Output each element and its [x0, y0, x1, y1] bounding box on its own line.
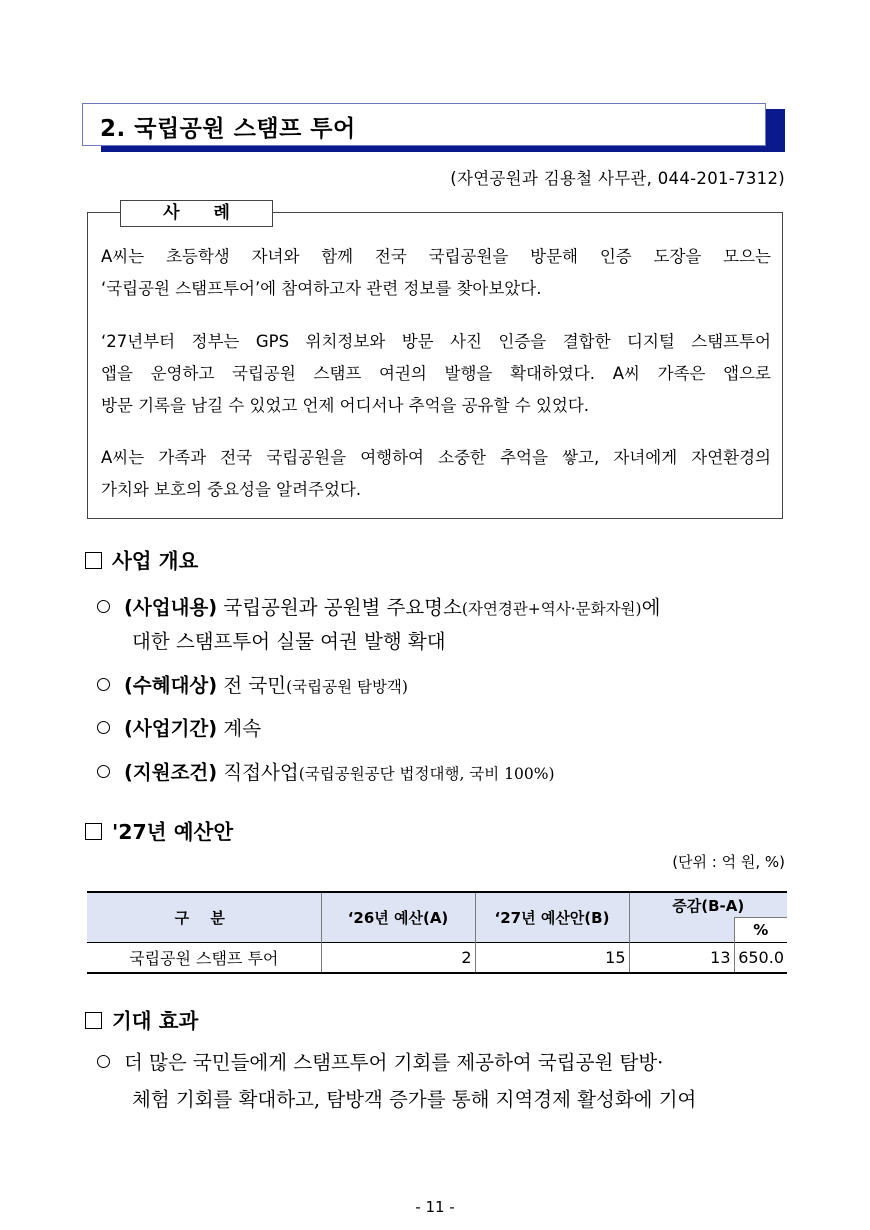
overview-item-beneficiary: [97, 670, 408, 698]
header-2026: ‘26년 예산(A): [321, 892, 475, 942]
case-line: 방문 기록을 남길 수 있었고 언제 어디서나 추억을 공유할 수 있었다.: [101, 396, 590, 415]
header-change: [629, 892, 787, 918]
header-2027: ‘27년 예산안(B): [475, 892, 629, 942]
item-note: (국립공원 탐방객): [286, 678, 408, 696]
case-paragraph-2: [101, 326, 771, 422]
effects-line-1: 더 많은 국민들에게 스탬프투어 기회를 제공하여 국립공원 탐방·: [124, 1051, 664, 1074]
case-paragraph-3: [101, 442, 771, 506]
effects-item: [97, 1047, 663, 1075]
circle-bullet-icon: [97, 721, 110, 734]
item-key: (사업내용): [124, 596, 218, 619]
section-title: 2. 국립공원 스탬프 투어: [100, 116, 356, 142]
header-category: 구 분: [87, 892, 321, 942]
item-note: (국립공원공단 법정대행, 국비 100%): [298, 765, 555, 783]
item-value: 전 국민: [217, 674, 287, 697]
checkbox-square-icon: [85, 823, 102, 840]
cell-2026: 2: [321, 942, 475, 973]
circle-bullet-icon: [97, 678, 110, 691]
item-value: 직접사업: [217, 761, 299, 784]
cell-2027: 15: [475, 942, 629, 973]
header-change-text: 증감(B-A): [672, 896, 745, 915]
overview-item-continuation: 대한 스탬프투어 실물 여권 발행 확대: [132, 630, 446, 653]
budget-table: [87, 891, 787, 974]
overview-heading: [85, 544, 198, 574]
item-key: (수혜대상): [124, 674, 218, 697]
header-percent: %: [734, 918, 787, 943]
contact-info: (자연공원과 김용철 사무관, 044-201-7312): [450, 169, 785, 188]
cell-percent: 650.0: [734, 942, 787, 973]
effects-heading-text: 기대 효과: [112, 1009, 199, 1033]
case-line: 가치와 보호의 중요성을 알려주었다.: [101, 480, 362, 499]
budget-heading-text: '27년 예산안: [112, 820, 234, 844]
effects-heading: [85, 1004, 198, 1034]
checkbox-square-icon: [85, 552, 102, 569]
table-row: [87, 942, 787, 973]
item-key: (사업기간): [124, 717, 218, 740]
case-line: ‘국립공원 스탬프투어’에 참여하고자 관련 정보를 찾아보았다.: [101, 279, 542, 298]
item-value: 국립공원과 공원별 주요명소: [217, 596, 462, 619]
overview-item-period: [97, 713, 261, 741]
overview-item-support: [97, 757, 555, 785]
budget-heading: [85, 815, 233, 845]
circle-bullet-icon: [97, 1055, 110, 1068]
effects-line-2: 체험 기회를 확대하고, 탐방객 증가를 통해 지역경제 활성화에 기여: [132, 1088, 697, 1111]
circle-bullet-icon: [97, 600, 110, 613]
budget-unit: (단위 : 억 원, %): [672, 853, 785, 871]
case-label: 사 례: [120, 200, 273, 227]
case-line: ‘27년부터 정부는 GPS 위치정보와 방문 사진 인증을 결합한 디지털 스탬프투어: [101, 332, 771, 351]
item-tail: 에: [641, 596, 661, 619]
case-paragraph-1: [101, 241, 771, 305]
cell-name: 국립공원 스탬프 투어: [87, 942, 321, 973]
case-line: A씨는 초등학생 자녀와 함께 전국 국립공원을 방문해 인증 도장을 모으는: [101, 247, 771, 266]
table-header-row: [87, 892, 787, 918]
cell-diff: 13: [629, 942, 734, 973]
circle-bullet-icon: [97, 765, 110, 778]
page-number: - 11 -: [415, 1198, 455, 1216]
item-key: (지원조건): [124, 761, 218, 784]
case-line: 앱을 운영하고 국립공원 스탬프 여권의 발행을 확대하였다. A씨 가족은 앱으로: [101, 364, 771, 383]
overview-heading-text: 사업 개요: [112, 549, 199, 573]
header-change-blank: [629, 918, 734, 943]
item-note: (자연경관+역사·문화자원): [461, 600, 642, 618]
item-value: 계속: [217, 717, 262, 740]
overview-item-content: [97, 592, 660, 620]
checkbox-square-icon: [85, 1012, 102, 1029]
case-line: A씨는 가족과 전국 국립공원을 여행하여 소중한 추억을 쌓고, 자녀에게 자연환경의: [101, 448, 771, 467]
